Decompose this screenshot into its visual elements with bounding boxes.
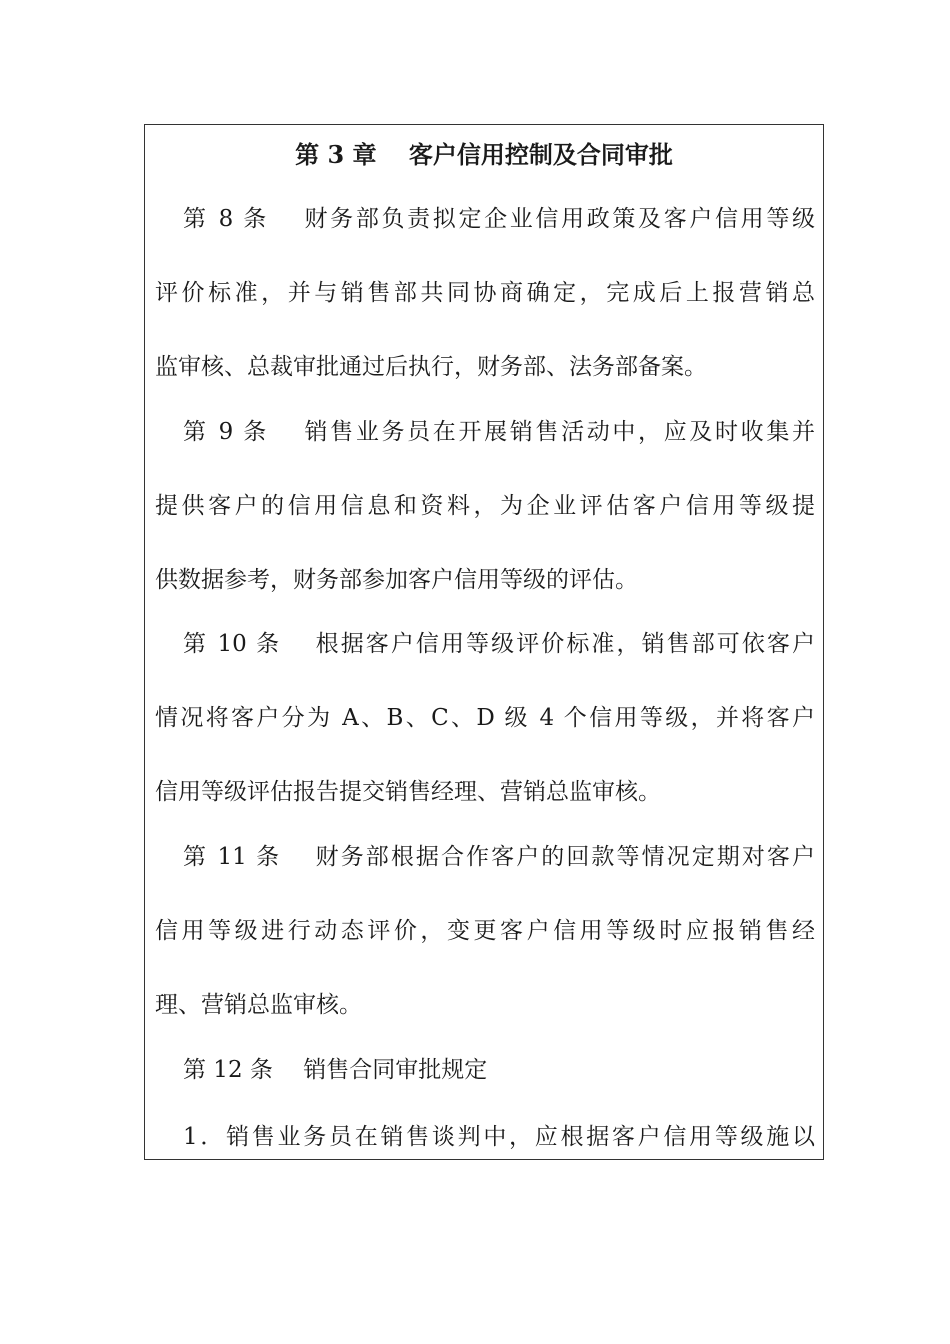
- article-8-line-2: 评价标准，并与销售部共同协商确定，完成后上报营销总: [155, 280, 815, 306]
- article-9-line-1: 第 9 条 销售业务员在开展销售活动中，应及时收集并: [183, 419, 815, 445]
- article-10-line-2: 情况将客户分为 A、B、C、D 级 4 个信用等级，并将客户: [155, 705, 815, 731]
- article-10-line-3: 信用等级评估报告提交销售经理、营销总监审核。: [155, 779, 661, 805]
- document-frame: [144, 124, 824, 1160]
- article-11-line-3: 理、营销总监审核。: [155, 992, 362, 1018]
- chapter-title: 第 3 章 客户信用控制及合同审批: [295, 140, 673, 169]
- article-8-line-3: 监审核、总裁审批通过后执行，财务部、法务部备案。: [155, 354, 707, 380]
- article-9-line-2: 提供客户的信用信息和资料，为企业评估客户信用等级提: [155, 493, 815, 519]
- article-11-line-1: 第 11 条 财务部根据合作客户的回款等情况定期对客户: [183, 844, 815, 870]
- article-10-line-1: 第 10 条 根据客户信用等级评价标准，销售部可依客户: [183, 631, 815, 657]
- article-12-heading: 第 12 条 销售合同审批规定: [183, 1057, 488, 1083]
- article-11-line-2: 信用等级进行动态评价，变更客户信用等级时应报销售经: [155, 918, 815, 944]
- article-12-item-1-line-1: 1．销售业务员在销售谈判中，应根据客户信用等级施以: [183, 1124, 815, 1150]
- article-8-line-1: 第 8 条 财务部负责拟定企业信用政策及客户信用等级: [183, 206, 815, 232]
- article-9-line-3: 供数据参考，财务部参加客户信用等级的评估。: [155, 567, 638, 593]
